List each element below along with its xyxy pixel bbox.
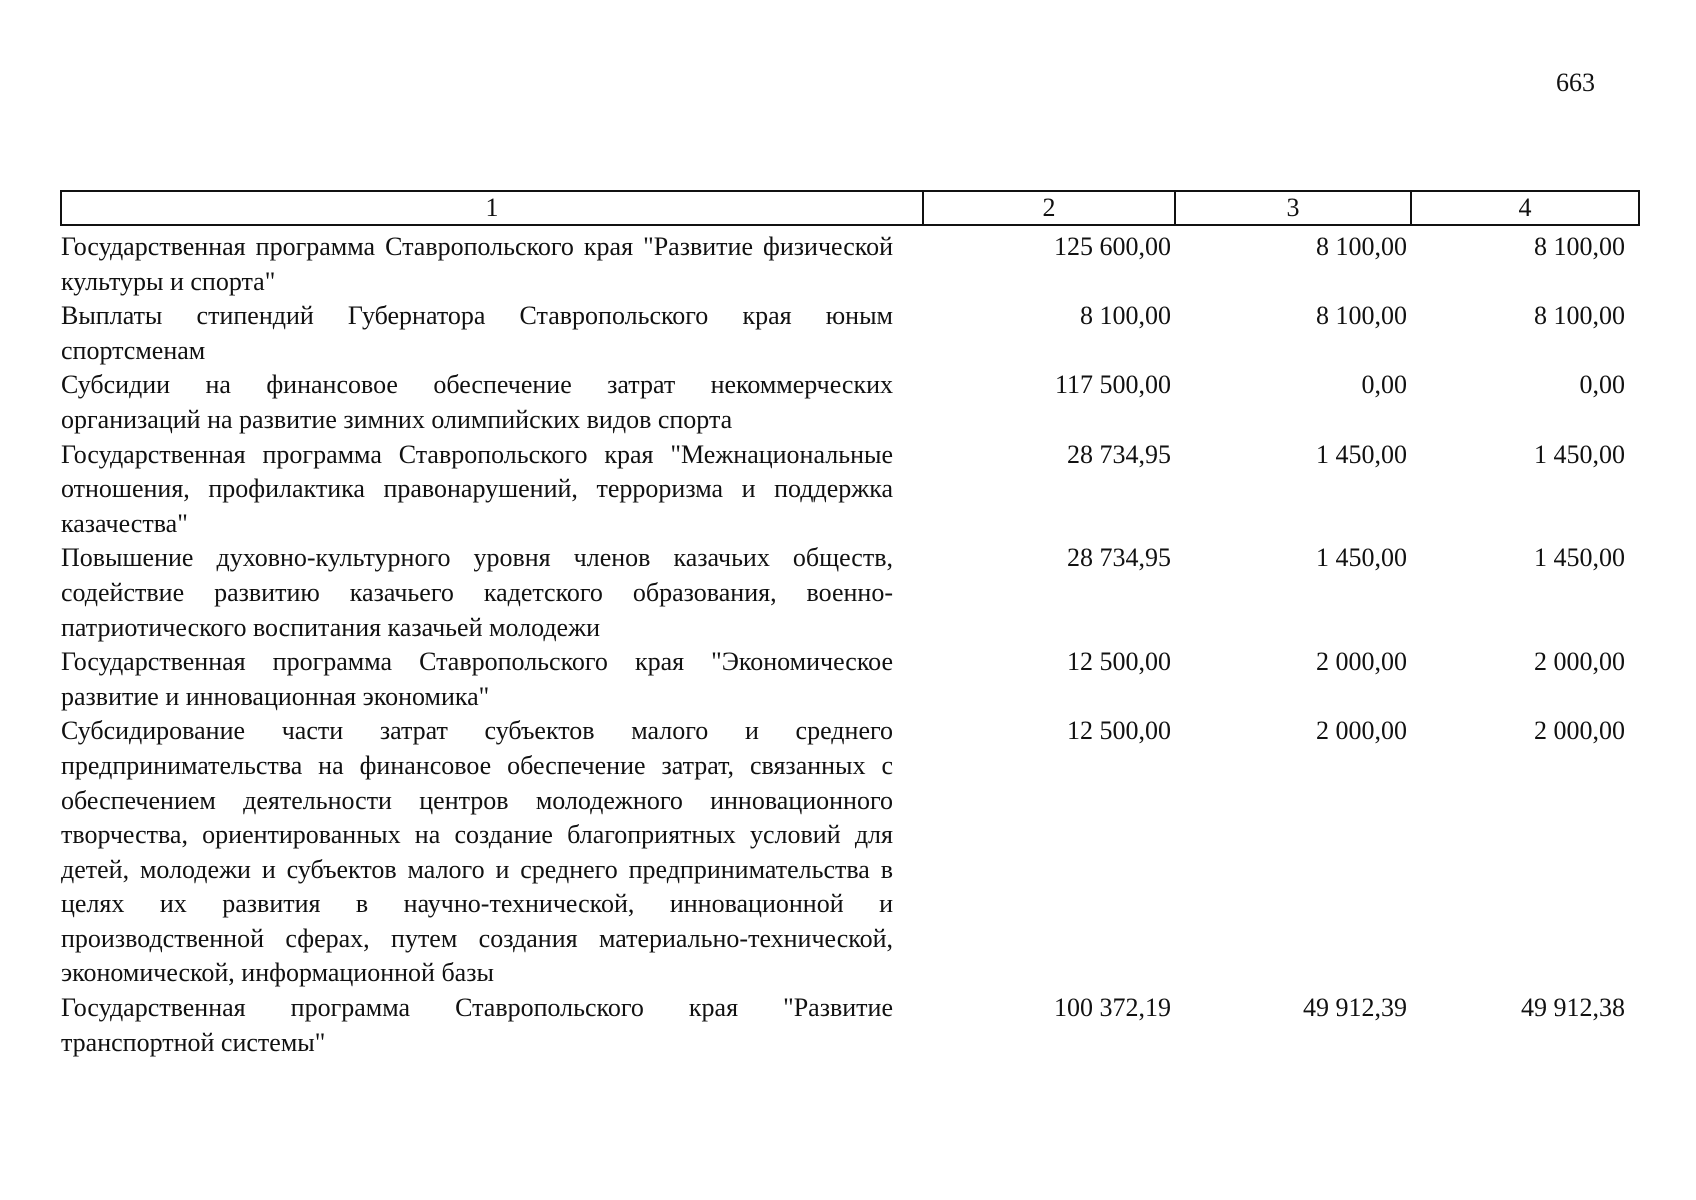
table-row: [61, 299, 1639, 368]
table-row: [61, 225, 1639, 299]
table-row: [61, 541, 1639, 645]
row-description: Государственная программа Ставропольского края "Развитие транспортной системы": [61, 993, 893, 1057]
row-value-col-2: 28 734,95: [1067, 439, 1171, 469]
budget-table: [60, 190, 1640, 1060]
row-value-col-2: 117 500,00: [1054, 370, 1171, 400]
table-header: [61, 191, 1639, 225]
row-description: Государственная программа Ставропольского края "Межнациональные отношения, профилактика правонарушений, терроризма и поддержка казачества": [61, 439, 893, 538]
row-value-col-4: 8 100,00: [1534, 232, 1625, 261]
row-value-col-4: 2 000,00: [1534, 647, 1625, 677]
row-description: Государственная программа Ставропольского края "Развитие физической культуры и спорта": [61, 232, 893, 296]
row-value-col-3: 2 000,00: [1316, 647, 1407, 677]
row-value-col-2: 125 600,00: [1054, 232, 1171, 261]
row-value-col-3: 8 100,00: [1316, 301, 1407, 331]
row-value-col-3: 2 000,00: [1316, 716, 1407, 746]
row-value-col-3: 0,00: [1361, 370, 1407, 400]
table-row: [61, 438, 1639, 542]
row-value-col-2: 12 500,00: [1067, 716, 1171, 746]
table-row: [61, 645, 1639, 714]
row-value-col-4: 2 000,00: [1534, 716, 1625, 746]
row-description: Повышение духовно-культурного уровня членов казачьих обществ, содействие развитию казачьего кадетского образования, военно-патриотического воспитания казачьей молодежи: [61, 543, 893, 642]
table-body: [61, 225, 1639, 1060]
row-value-col-2: 28 734,95: [1067, 543, 1171, 573]
row-value-col-4: 0,00: [1579, 370, 1625, 400]
row-description: Субсидии на финансовое обеспечение затрат некоммерческих организаций на развитие зимних олимпийских видов спорта: [61, 370, 893, 434]
row-value-col-4: 1 450,00: [1534, 543, 1625, 573]
row-description: Выплаты стипендий Губернатора Ставропольского края юным спортсменам: [61, 301, 893, 365]
row-description: Государственная программа Ставропольского края "Экономическое развитие и инновационная экономика": [61, 647, 893, 711]
header-col-4: 4: [1411, 191, 1639, 225]
row-description: Субсидирование части затрат субъектов малого и среднего предпринимательства на финансовое обеспечение затрат, связанных с обеспечением деятельности центров молодежного инновационного творчества, ориентированных на создание благоприятных условий для детей, молодежи и субъектов малого и среднего предпринимательства в целях их развития в научно-технической, инновационной и производственной сферах, путем создания материально-технической, экономической, информационной базы: [61, 716, 893, 988]
row-value-col-4: 8 100,00: [1534, 301, 1625, 331]
row-value-col-4: 1 450,00: [1534, 439, 1625, 469]
row-value-col-3: 8 100,00: [1316, 232, 1407, 261]
table-row: [61, 368, 1639, 437]
table-row: [61, 991, 1639, 1060]
row-value-col-3: 1 450,00: [1316, 543, 1407, 573]
row-value-col-2: 100 372,19: [1054, 993, 1171, 1023]
table-row: [61, 714, 1639, 991]
row-value-col-4: 49 912,38: [1521, 993, 1625, 1023]
row-value-col-3: 1 450,00: [1316, 439, 1407, 469]
row-value-col-2: 8 100,00: [1080, 301, 1171, 331]
header-col-1: 1: [61, 191, 923, 225]
header-row: [61, 191, 1639, 225]
row-value-col-2: 12 500,00: [1067, 647, 1171, 677]
header-col-2: 2: [923, 191, 1175, 225]
row-value-col-3: 49 912,39: [1303, 993, 1407, 1023]
page-number: 663: [1556, 68, 1595, 97]
header-col-3: 3: [1175, 191, 1411, 225]
